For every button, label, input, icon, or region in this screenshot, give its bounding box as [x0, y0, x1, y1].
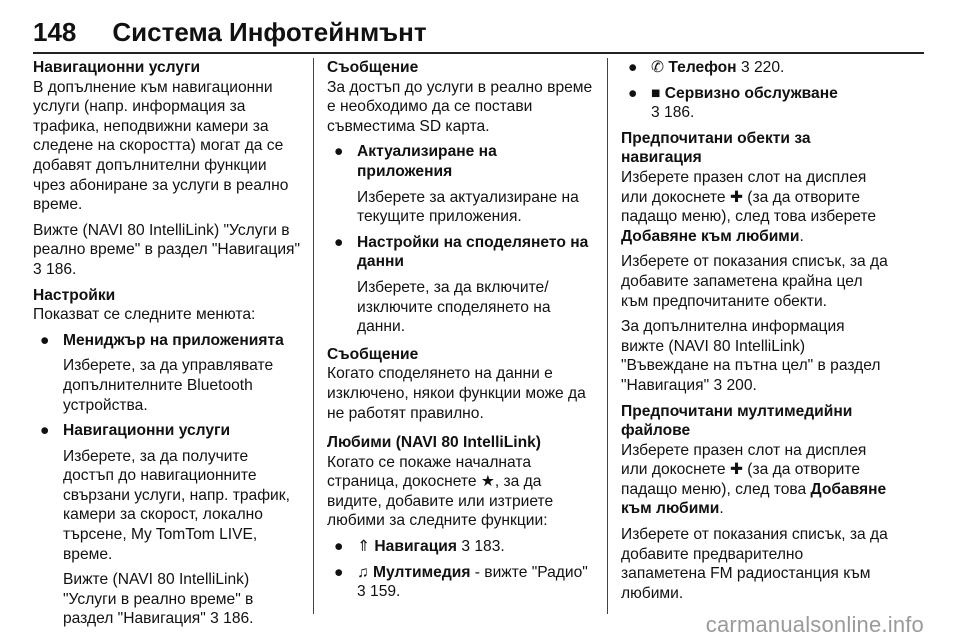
ref-arrow-icon: 3	[33, 260, 42, 278]
bullet-icon: ●	[334, 538, 344, 556]
phone-icon: ✆	[651, 59, 665, 76]
list-item-title: Телефон	[668, 59, 737, 76]
page-number: 148	[33, 17, 77, 47]
column-divider	[313, 58, 314, 614]
column-1	[33, 58, 301, 628]
note-text: За достъп до услуги в реално време е необходимо да се постави съвместима SD карта.	[327, 78, 593, 135]
list-item: ● ⇑ Навигация 3 183.	[334, 538, 505, 556]
pref-media-heading: Предпочитани мултимедийни файлове	[621, 402, 853, 440]
list-item	[33, 331, 301, 415]
list-item-text: Изберете за актуализиране на текущите приложения.	[357, 188, 579, 226]
list-item-title: Актуализиране на приложения	[357, 143, 497, 180]
ref-arrow-icon: 3	[357, 583, 366, 601]
list-item-title: Сервизно обслужване	[664, 84, 838, 102]
ref-arrow-icon: 3	[210, 610, 219, 628]
pref-media-text: Изберете празен слот на дисплея или докоснете ✚ (за да отворите падащо меню), след това Добавяне към любими.	[621, 441, 887, 518]
note-text: Когато споделянето на данни е изключено, някои функции може да не работят правилно.	[327, 365, 586, 422]
home-icon: ⇑	[357, 538, 371, 556]
list-item-text: Изберете, за да получите достъп до навигационните свързани услуги, напр. трафик, камери за скорост, локално търсене, My TomTom LIVE, време.	[63, 447, 290, 563]
note-heading: Съобщение	[327, 59, 419, 76]
pref-media-text-2: Изберете от показания списък, за да добавите предварително запаметена FM радиостанция към любими.	[621, 526, 888, 602]
service-icon: ■	[651, 84, 661, 102]
list-item-title: Мултимедия	[373, 563, 471, 581]
pref-nav-text-2: Изберете от показания списък, за да добавите запаметена крайна цел към предпочитаните обекти.	[621, 253, 888, 310]
bullet-icon: ●	[334, 143, 344, 161]
page-title: Система Инфотейнмънт	[112, 17, 427, 47]
bullet-icon: ●	[628, 59, 638, 76]
favourites-text: Когато се покаже началната страница, докоснете ★, за да видите, добавите или изтриете любими за следните функции:	[327, 453, 554, 530]
bullet-icon: ●	[40, 422, 50, 440]
ref-arrow-icon: 3	[740, 59, 750, 76]
multimedia-icon: ♫	[357, 563, 369, 581]
favourites-heading: Любими (NAVI 80 IntelliLink)	[327, 434, 541, 452]
list-item-title: Настройки на споделянето на данни	[357, 233, 589, 271]
ref-arrow-icon: 3	[461, 538, 470, 556]
note-heading: Съобщение	[327, 345, 419, 363]
nav-services-text: В допълнение към навигационни услуги (напр. информация за трафика, неподвижни камери за следене на скоростта) могат да се добавят допълнителни функции чрез абониране за услуги в реално време.	[33, 78, 289, 214]
list-item	[327, 233, 595, 337]
list-item	[33, 421, 301, 629]
settings-text: Показват се следните менюта:	[33, 306, 256, 324]
see-reference: Вижте (NAVI 80 IntelliLink) "Услуги в реално време" в раздел "Навигация" 3 186.	[33, 221, 301, 278]
pref-nav-text-3: За допълнителна информация вижте (NAVI 80 IntelliLink) "Въвеждане на пътна цел" в раздел "Навигация" 3 200.	[621, 318, 881, 394]
list-item-text: Изберете, за да включите/изключите споделянето на данни.	[357, 278, 551, 336]
column-2	[327, 58, 595, 612]
bullet-icon: ●	[40, 331, 50, 349]
list-item-title: Навигационни услуги	[63, 422, 231, 440]
list-item: ● ■ Сервизно обслужване 3 186.	[628, 84, 838, 122]
list-item	[327, 142, 595, 226]
settings-heading: Настройки	[33, 286, 116, 304]
bullet-icon: ●	[334, 563, 344, 581]
column-divider	[607, 58, 608, 614]
list-item-see: Вижте (NAVI 80 IntelliLink) "Услуги в реално време" в раздел "Навигация" 3 186.	[63, 571, 254, 628]
list-item: ● ✆ Телефон 3 220.	[628, 59, 785, 76]
ref-arrow-icon: 3	[713, 376, 723, 394]
bullet-icon: ●	[628, 84, 638, 102]
bullet-icon: ●	[334, 233, 344, 251]
column-3	[621, 58, 889, 612]
page-header	[33, 18, 924, 54]
list-item: ● ♫ Мултимедия - вижте "Радио" 3 159.	[334, 563, 588, 601]
ref-arrow-icon: 3	[651, 104, 660, 122]
plus-icon: ✚	[729, 461, 743, 479]
pref-nav-text: Изберете празен слот на дисплея или докоснете ✚ (за да отворите падащо меню), след това изберете Добавяне към любими.	[621, 168, 877, 245]
pref-nav-heading: Предпочитани обекти за навигация	[621, 129, 811, 167]
list-item-text: Изберете, за да управлявате допълнителните Bluetooth устройства.	[63, 357, 274, 414]
list-item-title: Навигация	[374, 538, 457, 556]
list-item-title: Мениджър на приложенията	[63, 331, 284, 349]
nav-services-heading: Навигационни услуги	[33, 59, 201, 76]
watermark: carmanualsonline.info	[705, 612, 924, 637]
plus-icon: ✚	[729, 188, 743, 206]
star-icon: ★	[480, 473, 495, 491]
